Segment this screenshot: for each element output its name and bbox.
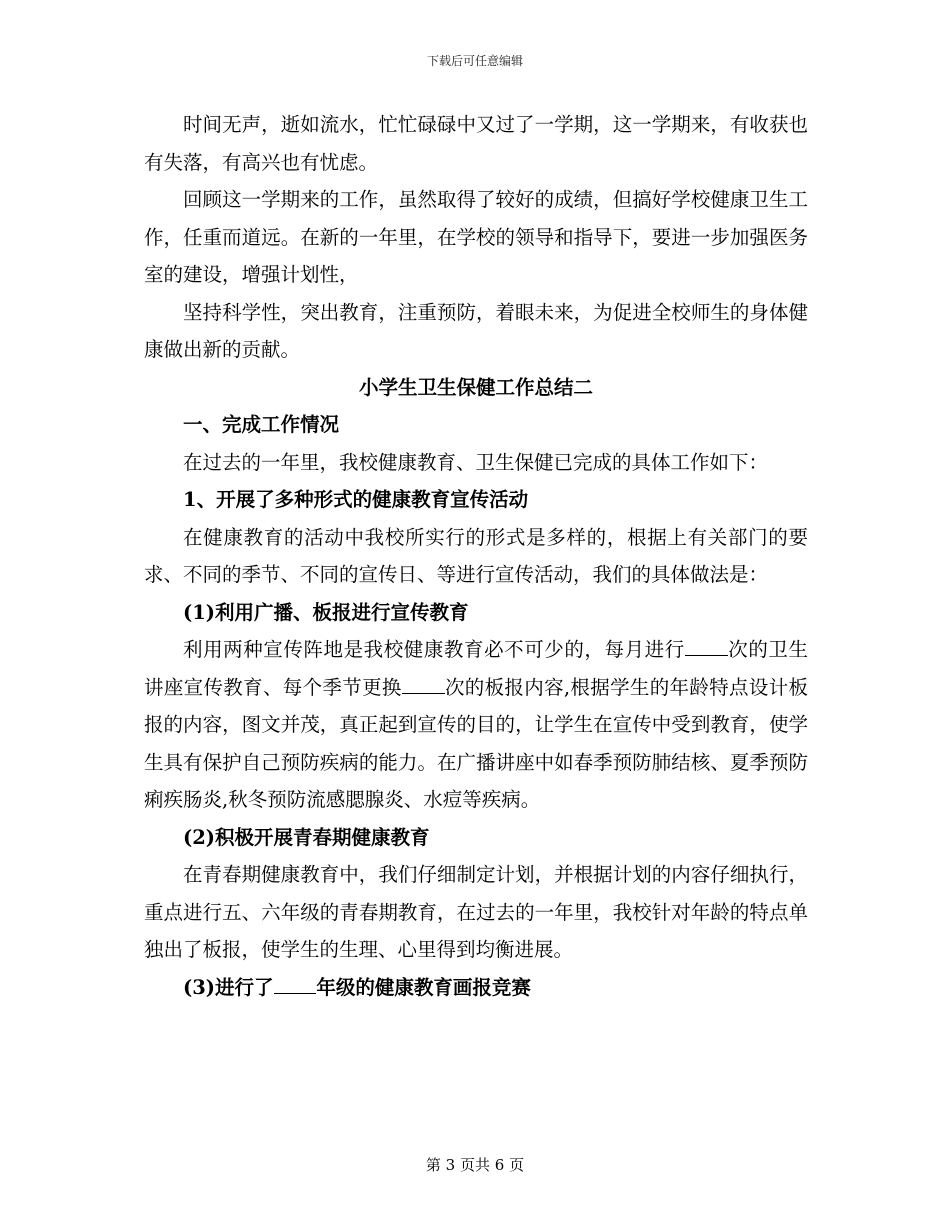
subsection-heading: (1)利用广播、板报进行宣传教育 bbox=[183, 600, 469, 624]
fill-blank bbox=[402, 675, 445, 694]
section-title: 小学生卫生保健工作总结二 bbox=[358, 375, 593, 399]
subsection-heading: 1、开展了多种形式的健康教育宣传活动 bbox=[183, 488, 529, 511]
text-segment: 次的卫生讲座宣传教育、每个季节更换 bbox=[144, 638, 808, 699]
paragraph: 时间无声，逝如流水，忙忙碌碌中又过了一学期，这一学期来，有收获也有失落，有高兴也有忧虑。 bbox=[144, 113, 808, 174]
document-body bbox=[144, 106, 808, 1006]
subsection-heading: (2)积极开展青春期健康教育 bbox=[183, 825, 430, 849]
paragraph: 坚持科学性，突出教育，注重预防，着眼未来，为促进全校师生的身体健康做出新的贡献。 bbox=[144, 300, 808, 361]
text-segment: 年级的健康教育画报竞赛 bbox=[316, 975, 531, 999]
paragraph: 在青春期健康教育中，我们仔细制定计划，并根据计划的内容仔细执行，重点进行五、六年级的青春期教育，在过去的一年里，我校针对年龄的特点单独出了板报，使学生的生理、心里得到均衡进展。 bbox=[144, 863, 808, 961]
text-segment: 次的板报内容,根据学生的年龄特点设计板报的内容，图文并茂，真正起到宣传的目的，让学生在宣传中受到教育，使学生具有保护自己预防疾病的能力。在广播讲座中如春季预防肺结核、夏季预防痢疾肠炎,秋冬预防流感腮腺炎、水痘等疾病。 bbox=[144, 675, 808, 811]
paragraph: 回顾这一学期来的工作，虽然取得了较好的成绩，但搞好学校健康卫生工作，任重而道远。在新的一年里，在学校的领导和指导下，要进一步加强医务室的建设，增强计划性， bbox=[144, 188, 808, 286]
section-heading: 一、完成工作情况 bbox=[183, 413, 340, 436]
subsection-heading bbox=[144, 969, 808, 1007]
paragraph: 在健康教育的活动中我校所实行的形式是多样的，根据上有关部门的要求、不同的季节、不同的宣传日、等进行宣传活动，我们的具体做法是： bbox=[144, 525, 808, 586]
paragraph bbox=[144, 631, 808, 819]
text-segment: 利用两种宣传阵地是我校健康教育必不可少的，每月进行 bbox=[183, 638, 685, 661]
paragraph: 在过去的一年里，我校健康教育、卫生保健已完成的具体工作如下： bbox=[183, 450, 769, 474]
page-header: 下载后可任意编辑 bbox=[426, 54, 523, 68]
fill-blank bbox=[274, 975, 317, 994]
page-footer: 第 3 页共 6 页 bbox=[425, 1156, 525, 1174]
fill-blank bbox=[685, 637, 728, 656]
text-segment: (3)进行了 bbox=[183, 975, 274, 999]
